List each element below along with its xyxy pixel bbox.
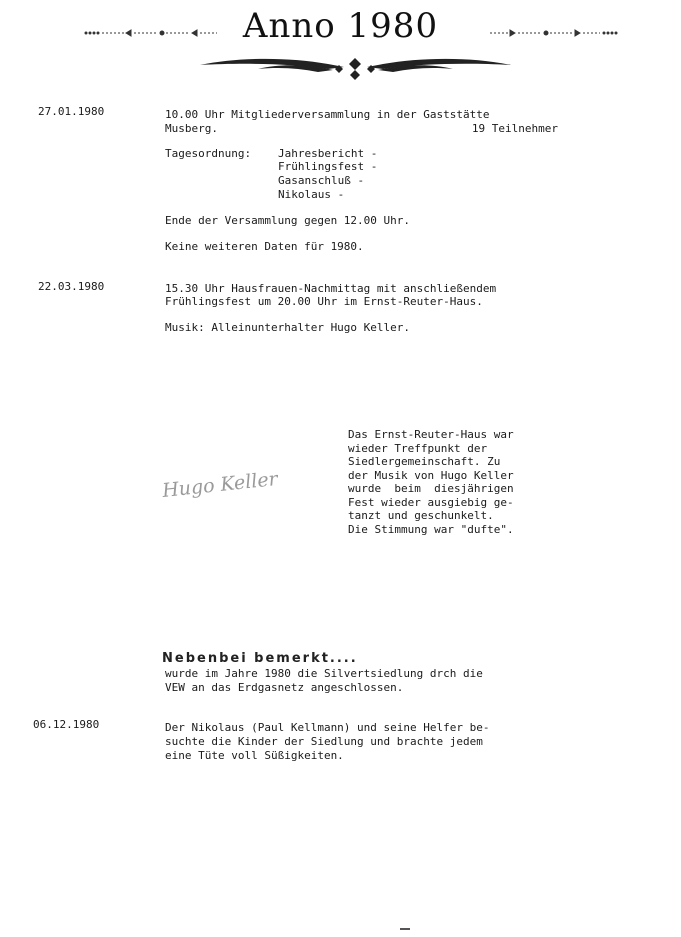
nebenbei-line: wurde im Jahre 1980 die Silvertsiedlung drch die [165, 667, 483, 680]
agenda-item: Gasanschluß - [278, 174, 365, 187]
note-line: wurde beim diesjährigen [348, 482, 514, 495]
nebenbei-line: VEW an das Erdgasnetz angeschlossen. [165, 681, 404, 694]
agenda-item: Nikolaus - [278, 188, 345, 201]
nebenbei-heading: Nebenbei bemerkt.... [162, 651, 358, 666]
page-title: Anno 1980 [242, 6, 439, 46]
note-line: Fest wieder ausgiebig ge- [348, 496, 514, 509]
page-mark [400, 928, 410, 930]
ornament-line-right-icon [488, 28, 618, 38]
note-line: wieder Treffpunkt der [348, 442, 488, 455]
agenda-item: Frühlingsfest - [278, 160, 378, 173]
note-line: Die Stimmung war "dufte". [348, 523, 514, 536]
attendee-count: 19 Teilnehmer [471, 122, 558, 135]
note-line: tanzt und geschunkelt. [348, 509, 494, 522]
entry-note: Keine weiteren Daten für 1980. [165, 240, 364, 253]
entry-location: Musberg. [165, 122, 218, 135]
entry-note: Ende der Versammlung gegen 12.00 Uhr. [165, 214, 411, 227]
agenda-label: Tagesordnung: [165, 147, 252, 160]
handwritten-name: Hugo Keller [161, 468, 279, 502]
note-line: Das Ernst-Reuter-Haus war [348, 428, 514, 441]
note-line: der Musik von Hugo Keller [348, 469, 514, 482]
entry-line: 10.00 Uhr Mitgliederversammlung in der Gaststätte [165, 108, 490, 121]
entry-date: 27.01.1980 [38, 105, 105, 118]
entry-line: 15.30 Uhr Hausfrauen-Nachmittag mit anschließendem [165, 282, 497, 295]
entry-line: Frühlingsfest um 20.00 Uhr im Ernst-Reuter-Haus. [165, 295, 483, 308]
entry-note: Musik: Alleinunterhalter Hugo Keller. [165, 321, 411, 334]
entry-line: Der Nikolaus (Paul Kellmann) und seine Helfer be- [165, 721, 490, 734]
entry-date: 22.03.1980 [38, 280, 105, 293]
entry-line: suchte die Kinder der Siedlung und brachte jedem [165, 735, 483, 748]
entry-date: 06.12.1980 [33, 718, 100, 731]
flourish-ornament-icon [198, 55, 513, 81]
entry-line-row [165, 122, 558, 135]
entry-line: eine Tüte voll Süßigkeiten. [165, 749, 344, 762]
note-line: Siedlergemeinschaft. Zu [348, 455, 501, 468]
agenda-item: Jahresbericht - [278, 147, 378, 160]
